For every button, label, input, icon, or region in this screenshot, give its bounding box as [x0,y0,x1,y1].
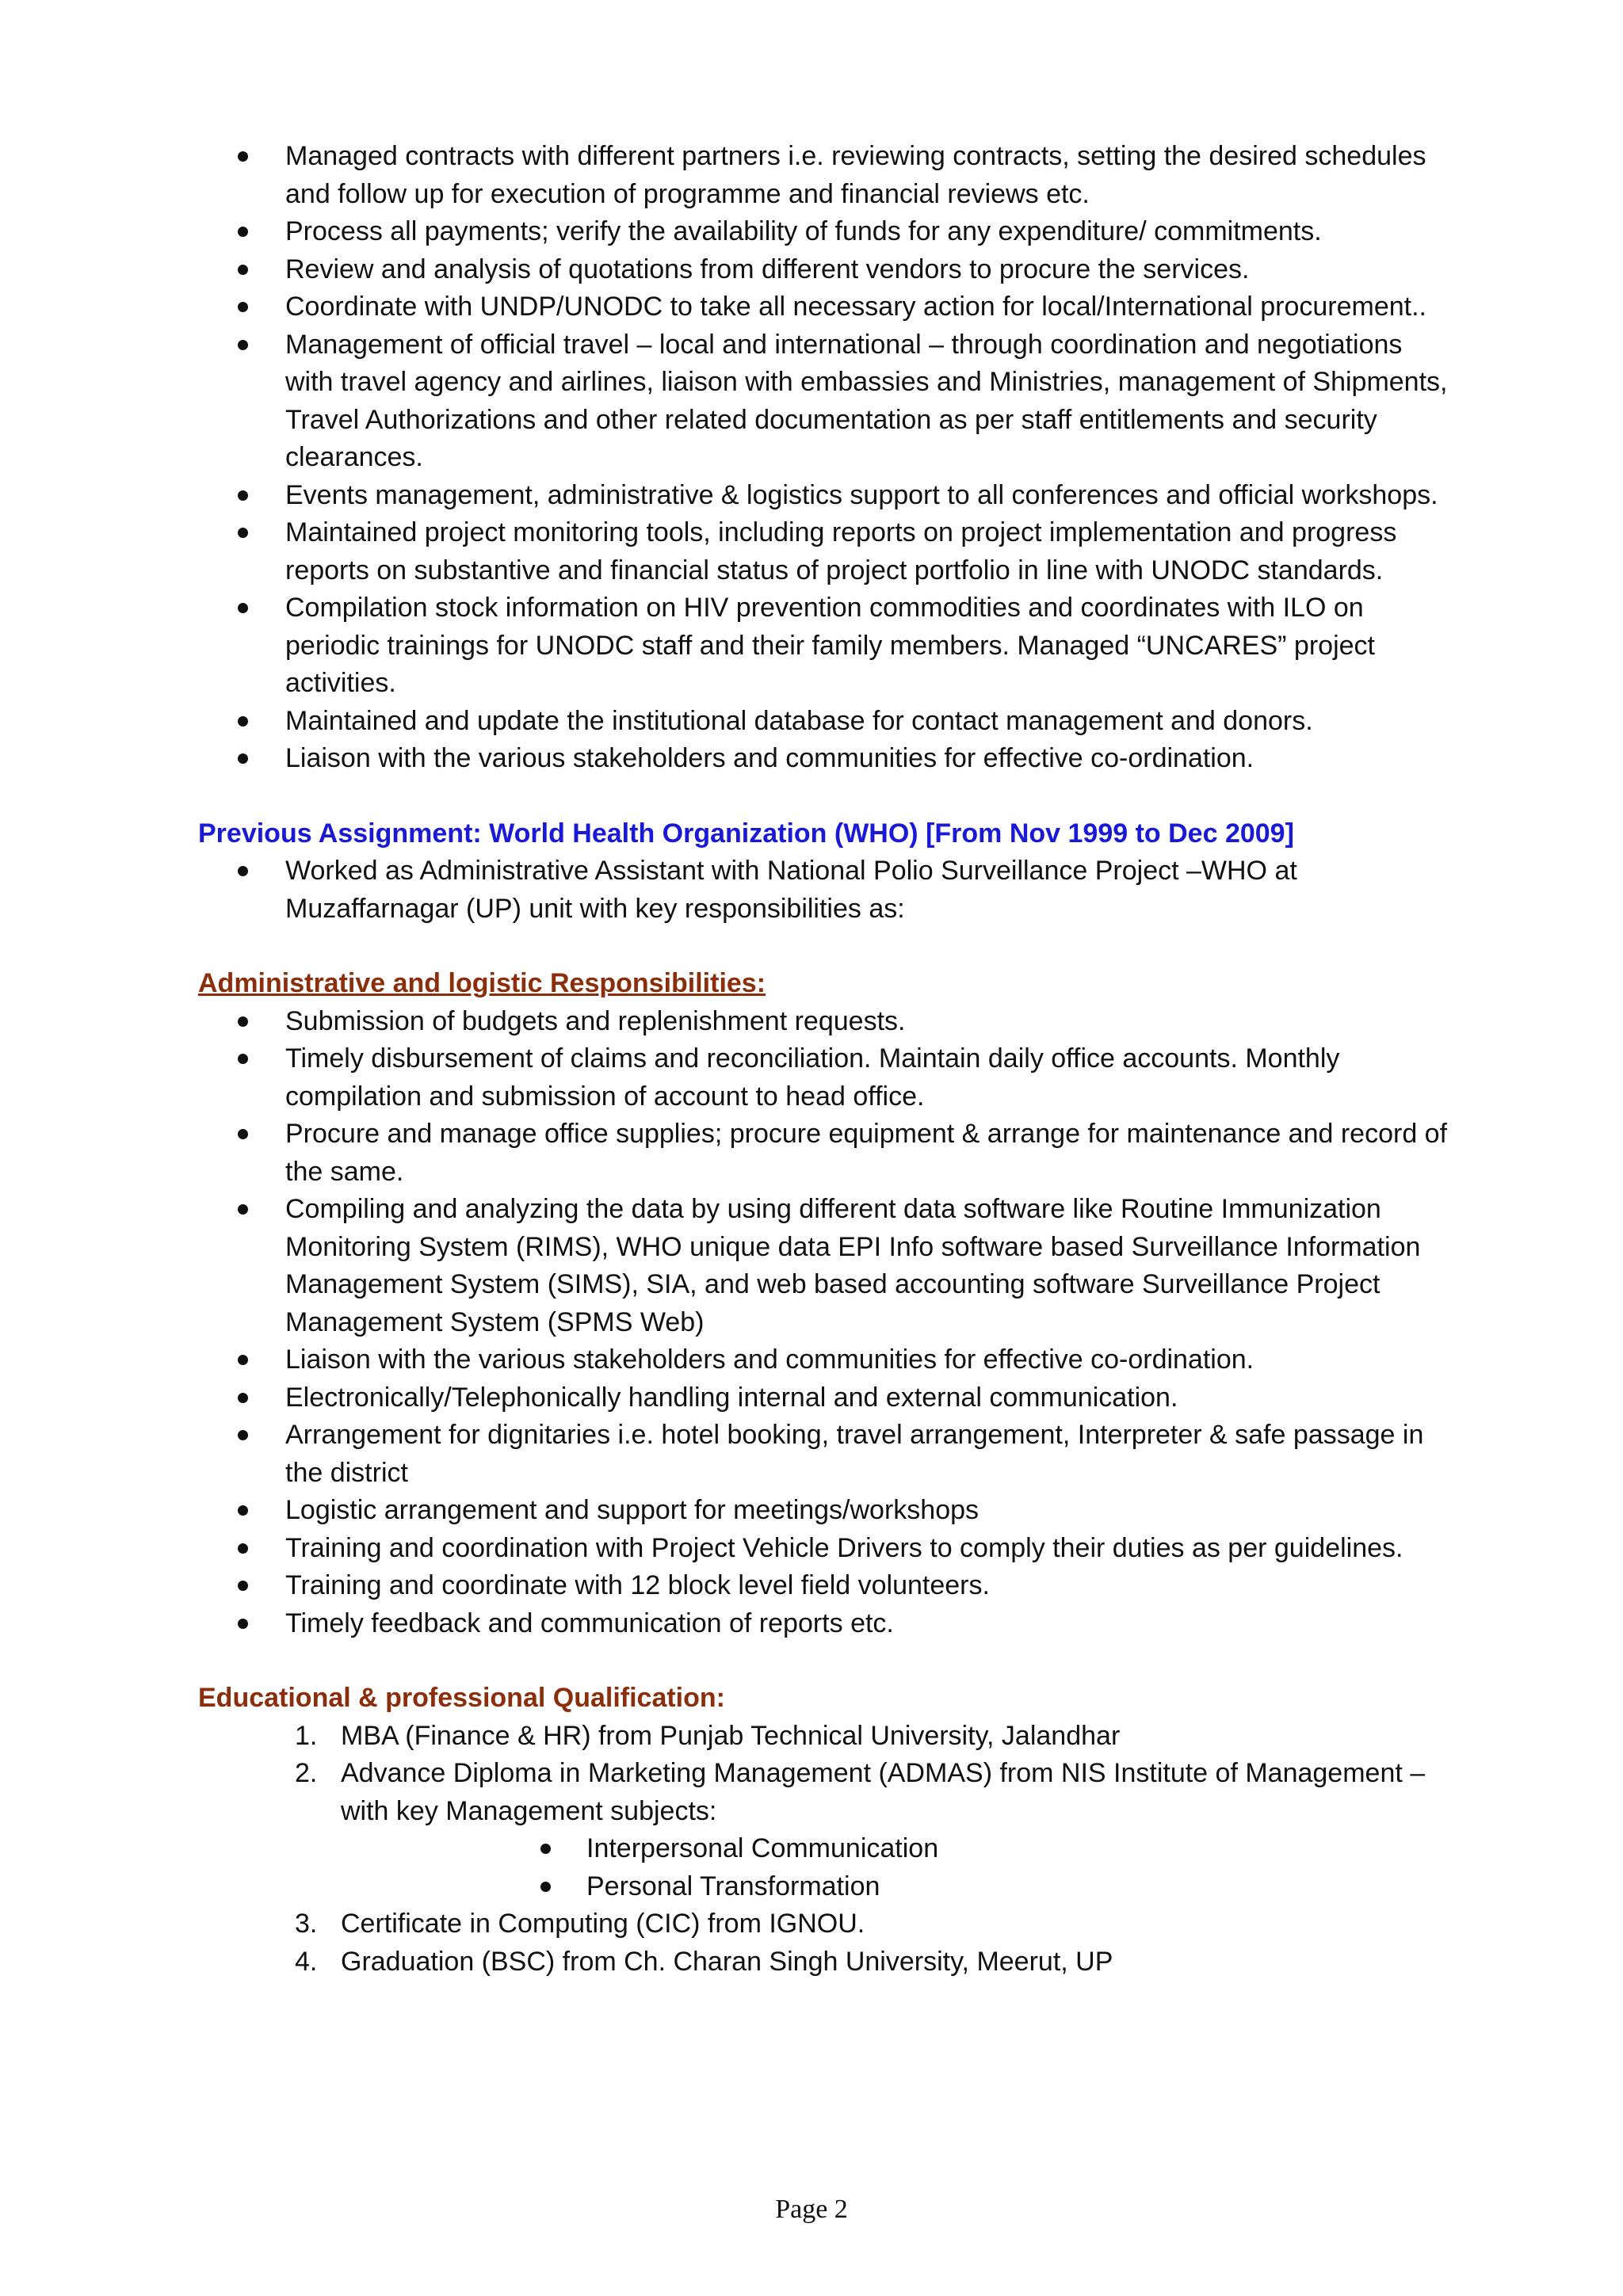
bullet-icon [238,528,248,538]
list-item: Managed contracts with different partners i.e. reviewing contracts, setting the desired schedules and follow up for execution of programme and financial reviews etc. [198,138,1450,213]
bullet-icon [238,302,248,312]
bullet-icon [238,151,248,162]
spacer [198,928,1450,965]
list-item: Coordinate with UNDP/UNODC to take all necessary action for local/International procurement.. [198,288,1450,326]
list-item: Maintained project monitoring tools, including reports on project implementation and progress reports on substantive and financial status of project portfolio in line with UNODC standards. [198,514,1450,589]
list-item: Worked as Administrative Assistant with National Polio Surveillance Project –WHO at Muzaffarnagar (UP) unit with key responsibilities as: [198,852,1450,928]
subject-item: Personal Transformation [198,1868,1450,1906]
item-text: MBA (Finance & HR) from Punjab Technical University, Jalandhar [341,1720,1121,1751]
subject-item: Interpersonal Communication [198,1830,1450,1868]
bullet-icon [238,603,248,613]
education-list [198,1718,1450,1981]
item-number: 3. [295,1909,318,1939]
item-number: 2. [295,1758,318,1788]
bullet-icon [238,1430,248,1440]
list-item: Process all payments; verify the availability of funds for any expenditure/ commitments. [198,213,1450,251]
bullet-icon [238,1129,248,1139]
bullet-icon [238,1543,248,1554]
spacer [198,1642,1450,1680]
bullet-icon [238,716,248,727]
education-item [198,1755,1450,1905]
bullet-icon [238,490,248,501]
list-item: Submission of budgets and replenishment requests. [198,1003,1450,1041]
list-item: Timely disbursement of claims and reconciliation. Maintain daily office accounts. Monthly compilation and submission of account to head office. [198,1040,1450,1116]
list-item: Liaison with the various stakeholders and communities for effective co-ordination. [198,1341,1450,1379]
bullet-icon [540,1844,551,1854]
education-heading: Educational & professional Qualification: [198,1683,725,1713]
list-item: Electronically/Telephonically handling internal and external communication. [198,1379,1450,1417]
bullet-icon [238,1581,248,1591]
list-item: Events management, administrative & logistics support to all conferences and official workshops. [198,477,1450,515]
spacer [198,778,1450,815]
bullet-icon [238,1204,248,1215]
bullet-icon [238,265,248,275]
bullet-icon [238,753,248,764]
subjects-list [341,1830,1450,1905]
page-number: Page 2 [775,2195,848,2224]
bullet-icon [238,227,248,237]
responsibilities-list [198,138,1450,778]
bullet-icon [238,1393,248,1403]
bullet-icon [238,1355,248,1365]
list-item: Procure and manage office supplies; procure equipment & arrange for maintenance and record of the same. [198,1116,1450,1191]
list-item: Arrangement for dignitaries i.e. hotel booking, travel arrangement, Interpreter & safe passage in the district [198,1417,1450,1492]
admin-responsibilities-list [198,1003,1450,1643]
list-item: Training and coordinate with 12 block level field volunteers. [198,1567,1450,1605]
bullet-icon [540,1882,551,1892]
list-item: Compilation stock information on HIV prevention commodities and coordinates with ILO on periodic trainings for UNODC staff and their family members. Managed “UNCARES” project activities. [198,589,1450,703]
education-item [198,1905,1450,1943]
bullet-icon [238,1619,248,1629]
item-text: Advance Diploma in Marketing Management (ADMAS) from NIS Institute of Management – with key Management subjects: [341,1758,1426,1826]
admin-responsibilities-heading: Administrative and logistic Responsibilities: [198,968,766,998]
list-item: Maintained and update the institutional database for contact management and donors. [198,703,1450,741]
bullet-icon [238,1054,248,1064]
bullet-icon [238,866,248,876]
page-content [198,138,1450,1981]
item-number: 4. [295,1946,318,1977]
item-number: 1. [295,1720,318,1751]
list-item: Review and analysis of quotations from different vendors to procure the services. [198,251,1450,289]
education-item [198,1718,1450,1756]
bullet-icon [238,1505,248,1516]
list-item: Training and coordination with Project Vehicle Drivers to comply their duties as per guidelines. [198,1530,1450,1568]
education-item [198,1943,1450,1981]
bullet-icon [238,340,248,350]
list-item: Logistic arrangement and support for meetings/workshops [198,1492,1450,1530]
list-item: Timely feedback and communication of reports etc. [198,1605,1450,1643]
previous-assignment-heading: Previous Assignment: World Health Organization (WHO) [From Nov 1999 to Dec 2009] [198,818,1294,849]
item-text: Certificate in Computing (CIC) from IGNOU. [341,1909,865,1939]
list-item: Compiling and analyzing the data by using different data software like Routine Immunization Monitoring System (RIMS), WHO unique data EPI Info software based Surveillance Information Management System (SIMS), SIA, and web based accounting software Surveillance Project Management System (SPMS Web) [198,1191,1450,1341]
list-item: Liaison with the various stakeholders and communities for effective co-ordination. [198,740,1450,778]
previous-assignment-list [198,852,1450,928]
list-item: Management of official travel – local and international – through coordination and negotiations with travel agency and airlines, liaison with embassies and Ministries, management of Shipments, Travel Authorizations and other related documentation as per staff entitlements and security clearances. [198,326,1450,477]
bullet-icon [238,1016,248,1027]
item-text: Graduation (BSC) from Ch. Charan Singh University, Meerut, UP [341,1946,1113,1977]
